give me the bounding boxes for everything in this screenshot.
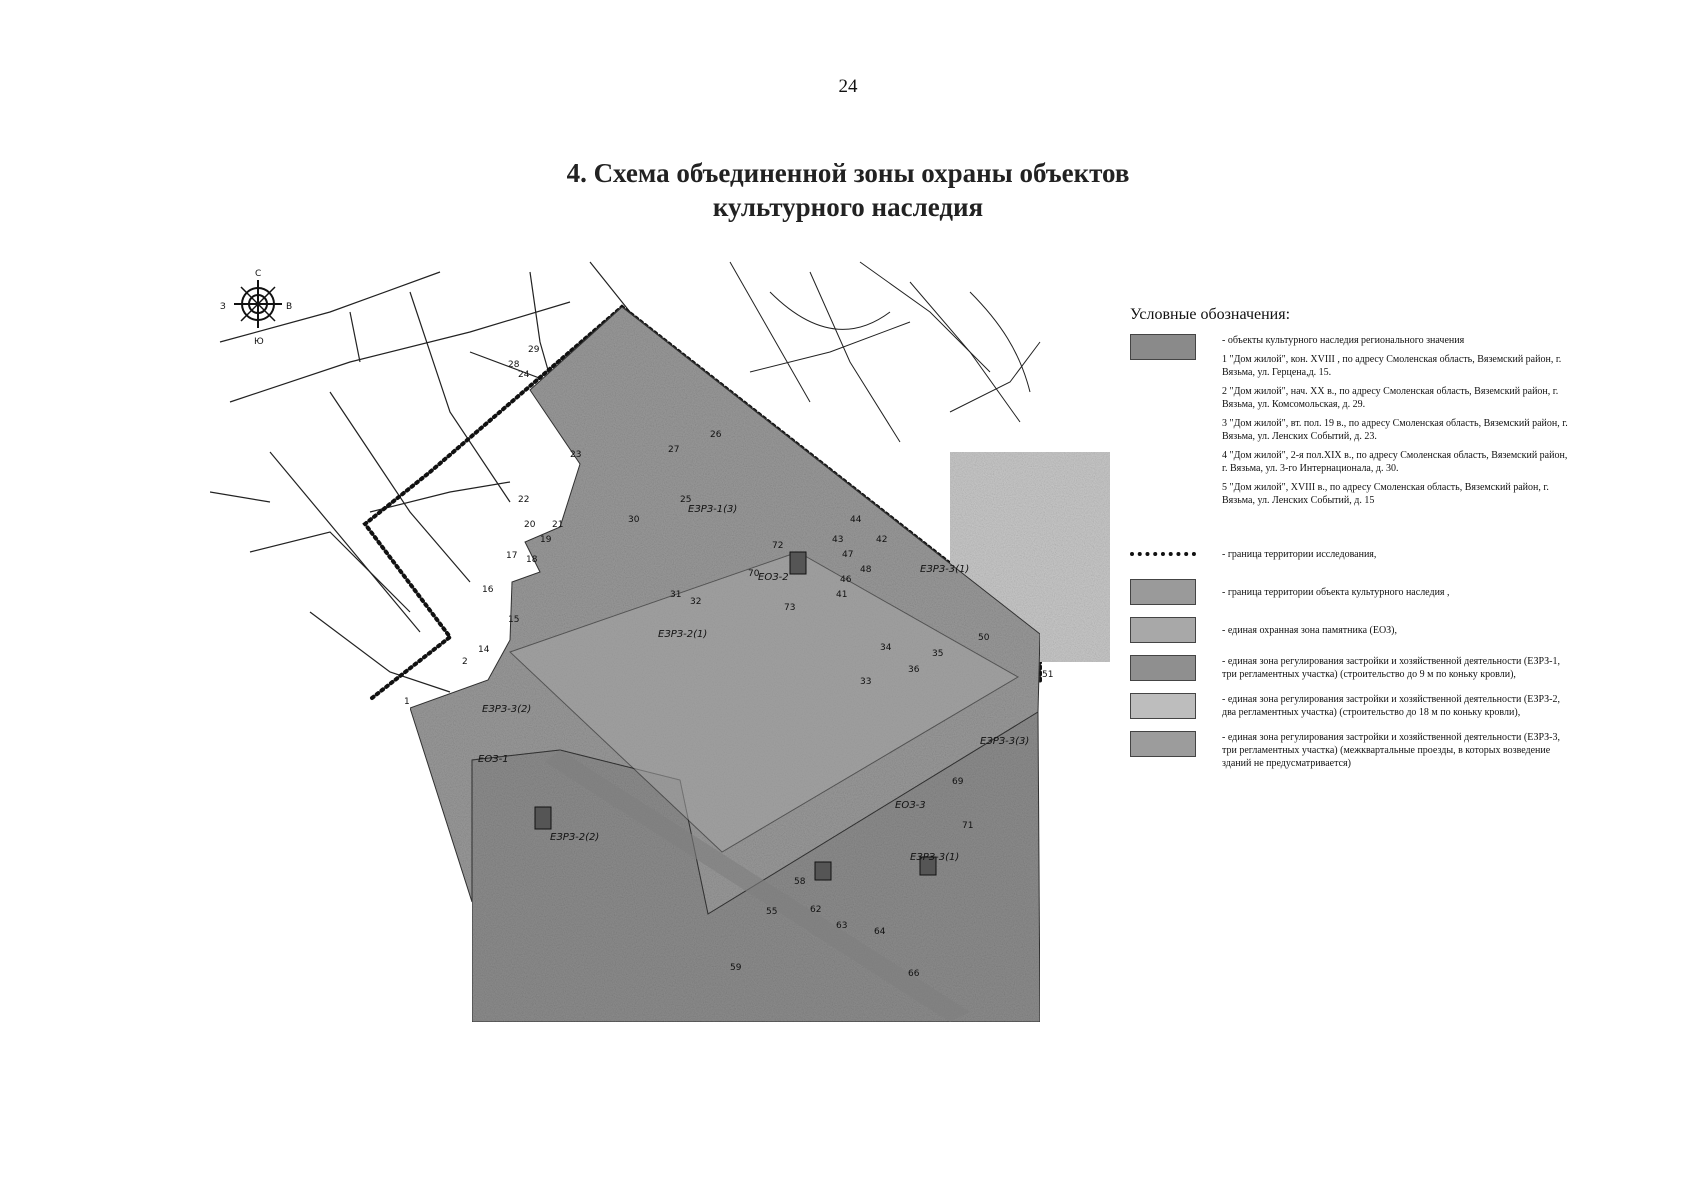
point-number: 46 — [840, 575, 852, 585]
legend-item-ezrz-2 — [1130, 693, 1570, 719]
point-number: 21 — [552, 520, 564, 530]
zone-label: ЕОЗ-2 — [758, 572, 789, 583]
legend-text: - единая охранная зона памятника (ЕОЗ), — [1222, 625, 1398, 636]
point-number: 30 — [628, 515, 640, 525]
heritage-object-4: 4 "Дом жилой", 2-я пол.XIX в., по адресу Смоленская область, Вяземский район, г. Вязьма, ул. 3-го Интернационала, д. 30. — [1222, 450, 1568, 474]
point-number: 48 — [860, 565, 872, 575]
point-number: 73 — [784, 603, 796, 613]
point-number: 59 — [730, 963, 742, 973]
legend-item-heritage-objects — [1130, 334, 1570, 507]
point-number: 15 — [508, 615, 520, 625]
point-number: 47 — [842, 550, 854, 560]
point-number: 62 — [810, 905, 822, 915]
point-number: 31 — [670, 590, 682, 600]
point-number: 28 — [508, 360, 520, 370]
legend-swatch — [1130, 731, 1196, 757]
legend-text: - граница территории объекта культурного наследия , — [1222, 587, 1450, 598]
point-number: 1 — [404, 697, 410, 707]
point-number: 41 — [836, 590, 848, 600]
point-number: 50 — [978, 633, 990, 643]
point-number: 25 — [680, 495, 692, 505]
point-number: 63 — [836, 921, 848, 931]
compass-rose — [220, 269, 292, 347]
point-number: 22 — [518, 495, 530, 505]
point-number: 51 — [1042, 670, 1054, 680]
point-number: 58 — [794, 877, 806, 887]
point-number: 18 — [526, 555, 538, 565]
zone-label: ЕЗРЗ-3(1) — [910, 852, 960, 863]
point-number: 20 — [524, 520, 536, 530]
point-number: 70 — [748, 569, 760, 579]
point-number: 16 — [482, 585, 494, 595]
legend-text: - единая зона регулирования застройки и хозяйственной деятельности (ЕЗРЗ-1, три регламентных участка) (строительство до 9 м по коньку кровли), — [1222, 656, 1560, 680]
point-number: 33 — [860, 677, 872, 687]
point-number: 64 — [874, 927, 886, 937]
legend-swatch — [1130, 693, 1196, 719]
point-number: 36 — [908, 665, 920, 675]
point-number: 69 — [952, 777, 964, 787]
point-number: 43 — [832, 535, 844, 545]
heritage-object-5: 5 "Дом жилой", XVIII в., по адресу Смоленская область, Вяземский район, г. Вязьма, ул. Ленских Событий, д. 15 — [1222, 482, 1549, 506]
point-number: 14 — [478, 645, 490, 655]
legend — [1130, 306, 1570, 782]
heritage-object-marker — [815, 862, 831, 880]
zone-map-svg — [210, 252, 1140, 1132]
zone-label: ЕЗРЗ-3(3) — [980, 736, 1030, 747]
point-number: 35 — [932, 649, 944, 659]
zone-label: ЕОЗ-3 — [895, 800, 926, 811]
zone-label: ЕЗРЗ-3(1) — [920, 564, 970, 575]
point-number: 19 — [540, 535, 552, 545]
zone-map — [210, 252, 1140, 1132]
compass-east: В — [286, 302, 293, 312]
legend-text: - объекты культурного наследия регионального значения — [1222, 335, 1465, 346]
point-number: 2 — [462, 657, 468, 667]
zone-label: ЕЗРЗ-2(2) — [550, 832, 600, 843]
point-number: 26 — [710, 430, 722, 440]
point-number: 55 — [766, 907, 778, 917]
compass-north: С — [255, 269, 262, 279]
heritage-object-1: 1 "Дом жилой", кон. XVIII , по адресу Смоленская область, Вяземский район, г. Вязьма, ул. Герцена,д. 15. — [1222, 354, 1562, 378]
point-number: 27 — [668, 445, 680, 455]
point-number: 71 — [962, 821, 974, 831]
point-number: 34 — [880, 643, 892, 653]
point-number: 23 — [570, 450, 582, 460]
point-number: 29 — [528, 345, 540, 355]
legend-swatch — [1130, 617, 1196, 643]
zone-label: ЕЗРЗ-3(2) — [482, 704, 532, 715]
compass-south: Ю — [254, 337, 264, 347]
compass-west: З — [220, 302, 226, 312]
point-number: 24 — [518, 370, 530, 380]
legend-swatch — [1130, 655, 1196, 681]
point-number: 32 — [690, 597, 702, 607]
heritage-object-2: 2 "Дом жилой", нач. XX в., по адресу Смоленская область, Вяземский район, г. Вязьма, ул. Комсомольская, д. 29. — [1222, 386, 1559, 410]
page-title — [0, 156, 1696, 224]
legend-item-research-boundary — [1130, 541, 1570, 567]
zone-label: ЕЗРЗ-2(1) — [658, 629, 708, 640]
point-number: 44 — [850, 515, 862, 525]
legend-text: - единая зона регулирования застройки и хозяйственной деятельности (ЕЗРЗ-2, два регламентных участка) (строительство до 18 м по коньку кровли), — [1222, 694, 1560, 718]
title-line-2: культурного наследия — [712, 192, 984, 222]
legend-item-heritage-territory — [1130, 579, 1570, 605]
legend-item-eoz — [1130, 617, 1570, 643]
point-number: 42 — [876, 535, 888, 545]
heritage-object-marker — [535, 807, 551, 829]
street-sketch-right — [730, 262, 1040, 442]
heritage-object-marker — [790, 552, 806, 574]
legend-item-ezrz-1 — [1130, 655, 1570, 681]
page-number: 24 — [838, 76, 858, 97]
legend-item-ezrz-3 — [1130, 731, 1570, 770]
point-number: 17 — [506, 551, 518, 561]
legend-title: Условные обозначения: — [1130, 306, 1291, 323]
legend-text: - граница территории исследования, — [1222, 549, 1377, 560]
zone-label: ЕЗРЗ-1(3) — [688, 504, 738, 515]
legend-swatch — [1130, 334, 1196, 360]
legend-swatch — [1130, 579, 1196, 605]
title-line-1: 4. Схема объединенной зоны охраны объектов — [566, 158, 1130, 188]
heritage-object-3: 3 "Дом жилой", вт. пол. 19 в., по адресу Смоленская область, Вяземский район, г. Вязьма, ул. Ленских Событий, д. 23. — [1222, 418, 1568, 442]
point-number: 72 — [772, 541, 784, 551]
zone-label: ЕОЗ-1 — [478, 754, 509, 765]
point-number: 66 — [908, 969, 920, 979]
legend-swatch-dotted — [1130, 541, 1196, 567]
legend-text: - единая зона регулирования застройки и хозяйственной деятельности (ЕЗРЗ-3, три регламентных участка) (межквартальные проезды, в которых возведение зданий не предусматривается) — [1222, 732, 1560, 769]
